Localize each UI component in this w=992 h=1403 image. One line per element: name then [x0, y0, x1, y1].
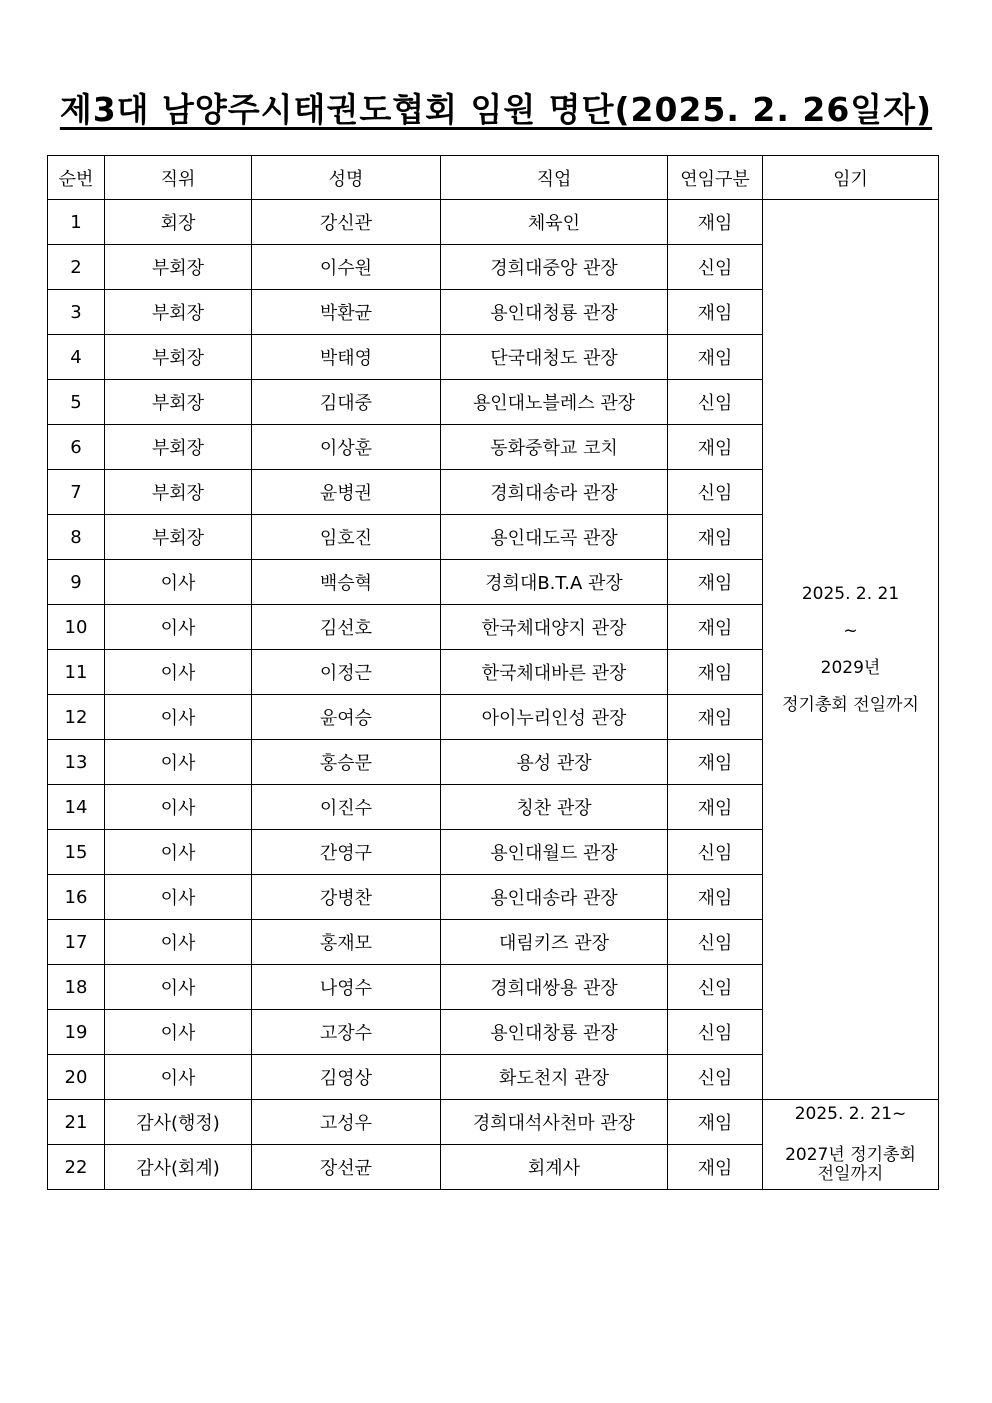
cell-position: 이사: [105, 605, 252, 650]
cell-status: 재임: [668, 740, 763, 785]
cell-occupation: 체육인: [441, 200, 668, 245]
cell-no: 19: [48, 1010, 105, 1055]
header-name: 성명: [252, 156, 441, 200]
cell-position: 부회장: [105, 425, 252, 470]
cell-name: 김선호: [252, 605, 441, 650]
document-title: 제3대 남양주시태권도협회 임원 명단(2025. 2. 26일자): [59, 90, 933, 129]
cell-position: 이사: [105, 560, 252, 605]
cell-position: 부회장: [105, 380, 252, 425]
term-cell-board: [763, 200, 939, 1100]
table-body: [48, 200, 939, 1190]
cell-occupation: 칭찬 관장: [441, 785, 668, 830]
cell-no: 13: [48, 740, 105, 785]
header-no: 순번: [48, 156, 105, 200]
cell-position: 이사: [105, 875, 252, 920]
cell-status: 재임: [668, 560, 763, 605]
term-board-line2: ~: [843, 620, 858, 641]
cell-status: 재임: [668, 785, 763, 830]
cell-occupation: 용인대청룡 관장: [441, 290, 668, 335]
cell-occupation: 한국체대바른 관장: [441, 650, 668, 695]
cell-position: 이사: [105, 1055, 252, 1100]
cell-position: 이사: [105, 965, 252, 1010]
cell-position: 감사(행정): [105, 1100, 252, 1145]
cell-status: 재임: [668, 1100, 763, 1145]
cell-status: 재임: [668, 1145, 763, 1190]
cell-no: 14: [48, 785, 105, 830]
cell-occupation: 경희대중앙 관장: [441, 245, 668, 290]
cell-name: 백승혁: [252, 560, 441, 605]
cell-no: 20: [48, 1055, 105, 1100]
cell-occupation: 경희대석사천마 관장: [441, 1100, 668, 1145]
cell-no: 1: [48, 200, 105, 245]
cell-position: 이사: [105, 1010, 252, 1055]
cell-status: 신임: [668, 1010, 763, 1055]
cell-status: 신임: [668, 965, 763, 1010]
cell-name: 임호진: [252, 515, 441, 560]
cell-occupation: 경희대B.T.A 관장: [441, 560, 668, 605]
cell-occupation: 한국체대양지 관장: [441, 605, 668, 650]
cell-occupation: 대림키즈 관장: [441, 920, 668, 965]
cell-status: 신임: [668, 830, 763, 875]
cell-occupation: 단국대청도 관장: [441, 335, 668, 380]
cell-position: 이사: [105, 695, 252, 740]
cell-occupation: 용성 관장: [441, 740, 668, 785]
cell-no: 21: [48, 1100, 105, 1145]
table-row: [48, 200, 939, 245]
cell-position: 부회장: [105, 470, 252, 515]
cell-occupation: 경희대쌍용 관장: [441, 965, 668, 1010]
cell-status: 신임: [668, 470, 763, 515]
cell-no: 8: [48, 515, 105, 560]
cell-no: 9: [48, 560, 105, 605]
cell-status: 재임: [668, 335, 763, 380]
cell-name: 고장수: [252, 1010, 441, 1055]
cell-name: 장선균: [252, 1145, 441, 1190]
term-cell-audit: [763, 1100, 939, 1190]
cell-position: 이사: [105, 740, 252, 785]
cell-status: 재임: [668, 290, 763, 335]
cell-status: 신임: [668, 380, 763, 425]
cell-status: 재임: [668, 875, 763, 920]
cell-name: 이정근: [252, 650, 441, 695]
cell-position: 회장: [105, 200, 252, 245]
cell-name: 윤여승: [252, 695, 441, 740]
cell-status: 신임: [668, 245, 763, 290]
cell-status: 재임: [668, 650, 763, 695]
term-board-line4: 정기총회 전일까지: [782, 694, 919, 715]
cell-name: 홍재모: [252, 920, 441, 965]
cell-occupation: 화도천지 관장: [441, 1055, 668, 1100]
cell-occupation: 용인대도곡 관장: [441, 515, 668, 560]
cell-occupation: 아이누리인성 관장: [441, 695, 668, 740]
cell-no: 17: [48, 920, 105, 965]
cell-name: 윤병권: [252, 470, 441, 515]
cell-no: 10: [48, 605, 105, 650]
cell-name: 간영구: [252, 830, 441, 875]
cell-name: 박환균: [252, 290, 441, 335]
cell-position: 부회장: [105, 335, 252, 380]
cell-name: 박태영: [252, 335, 441, 380]
header-term: 임기: [763, 156, 939, 200]
cell-no: 11: [48, 650, 105, 695]
cell-occupation: 경희대송라 관장: [441, 470, 668, 515]
table-header-row: [48, 156, 939, 200]
term-audit-line1: 2025. 2. 21~: [794, 1104, 907, 1124]
cell-position: 이사: [105, 830, 252, 875]
cell-name: 나영수: [252, 965, 441, 1010]
cell-no: 12: [48, 695, 105, 740]
cell-position: 부회장: [105, 290, 252, 335]
cell-occupation: 용인대노블레스 관장: [441, 380, 668, 425]
cell-no: 4: [48, 335, 105, 380]
cell-no: 22: [48, 1145, 105, 1190]
cell-name: 강신관: [252, 200, 441, 245]
term-board-line1: 2025. 2. 21: [801, 583, 900, 604]
cell-name: 이진수: [252, 785, 441, 830]
cell-position: 부회장: [105, 515, 252, 560]
cell-position: 감사(회계): [105, 1145, 252, 1190]
cell-no: 7: [48, 470, 105, 515]
term-audit-line2: 2027년 정기총회: [785, 1145, 916, 1165]
cell-occupation: 용인대창룡 관장: [441, 1010, 668, 1055]
cell-position: 이사: [105, 920, 252, 965]
cell-name: 이수원: [252, 245, 441, 290]
officer-roster-table: [47, 155, 939, 1190]
cell-status: 신임: [668, 920, 763, 965]
cell-no: 2: [48, 245, 105, 290]
cell-position: 부회장: [105, 245, 252, 290]
header-status: 연임구분: [668, 156, 763, 200]
term-audit-line3: 전일까지: [817, 1164, 884, 1184]
cell-occupation: 동화중학교 코치: [441, 425, 668, 470]
term-board-line3: 2029년: [820, 657, 881, 678]
cell-name: 이상훈: [252, 425, 441, 470]
cell-no: 5: [48, 380, 105, 425]
cell-position: 이사: [105, 650, 252, 695]
cell-no: 15: [48, 830, 105, 875]
cell-status: 신임: [668, 1055, 763, 1100]
cell-name: 김영상: [252, 1055, 441, 1100]
cell-no: 16: [48, 875, 105, 920]
cell-status: 재임: [668, 695, 763, 740]
cell-occupation: 용인대월드 관장: [441, 830, 668, 875]
table-row: [48, 1100, 939, 1145]
header-position: 직위: [105, 156, 252, 200]
cell-status: 재임: [668, 605, 763, 650]
cell-position: 이사: [105, 785, 252, 830]
cell-name: 고성우: [252, 1100, 441, 1145]
cell-occupation: 회계사: [441, 1145, 668, 1190]
cell-no: 6: [48, 425, 105, 470]
cell-name: 강병찬: [252, 875, 441, 920]
cell-no: 18: [48, 965, 105, 1010]
header-occupation: 직업: [441, 156, 668, 200]
cell-status: 재임: [668, 425, 763, 470]
cell-name: 김대중: [252, 380, 441, 425]
cell-name: 홍승문: [252, 740, 441, 785]
cell-status: 재임: [668, 515, 763, 560]
cell-status: 재임: [668, 200, 763, 245]
cell-no: 3: [48, 290, 105, 335]
cell-occupation: 용인대송라 관장: [441, 875, 668, 920]
